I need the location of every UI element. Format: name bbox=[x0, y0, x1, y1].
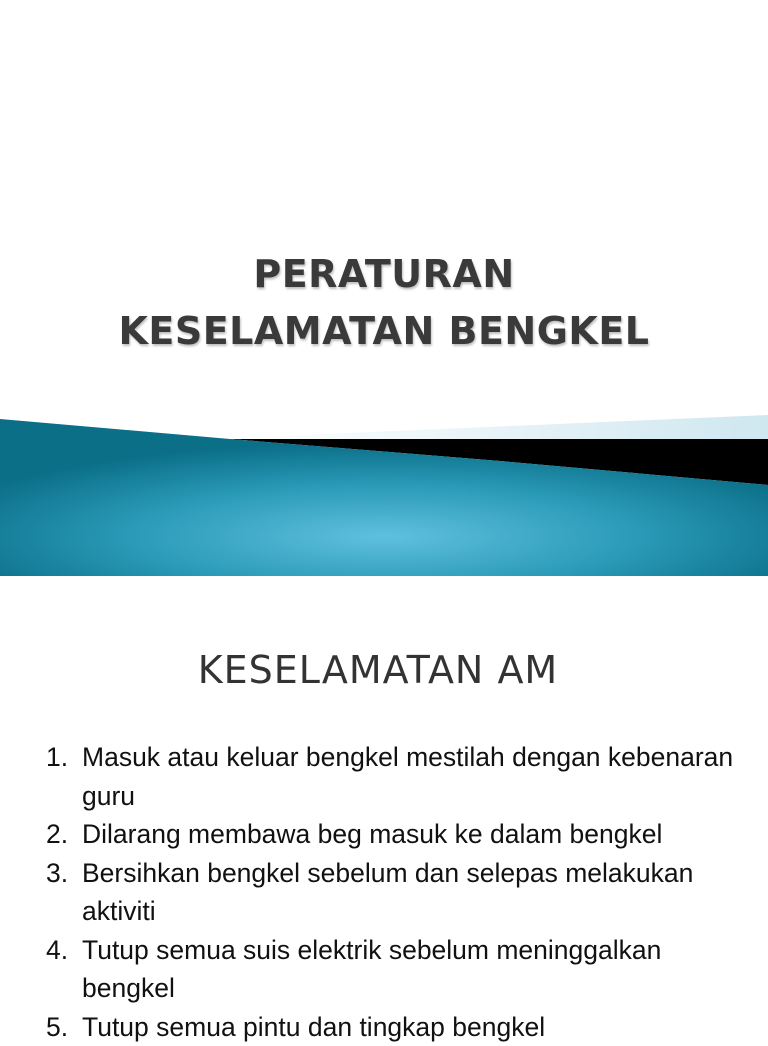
slide-title-line-1: PERATURAN bbox=[0, 246, 768, 303]
list-item bbox=[46, 931, 746, 1008]
slide-title bbox=[0, 246, 768, 360]
list-item bbox=[46, 1008, 746, 1046]
list-item-text: Tutup semua suis elektrik sebelum meninggalkan bengkel bbox=[82, 935, 661, 1004]
decorative-wave-band bbox=[0, 405, 768, 576]
list-item-number: 1. bbox=[46, 738, 68, 777]
slide-title-line-2: KESELAMATAN BENGKEL bbox=[0, 303, 768, 360]
list-item-number: 4. bbox=[46, 931, 68, 970]
list-item-text: Bersihkan bengkel sebelum dan selepas melakukan aktiviti bbox=[82, 858, 693, 927]
wave-pale-sliver bbox=[230, 415, 768, 439]
list-item-number: 2. bbox=[46, 815, 68, 854]
content-slide bbox=[0, 576, 768, 1024]
list-item-text: Tutup semua pintu dan tingkap bengkel bbox=[82, 1012, 545, 1042]
list-item-text: Dilarang membawa beg masuk ke dalam bengkel bbox=[82, 819, 662, 849]
list-item bbox=[46, 854, 746, 931]
list-item-number: 3. bbox=[46, 854, 68, 893]
list-item-text: Masuk atau keluar bengkel mestilah dengan kebenaran guru bbox=[82, 742, 733, 811]
section-heading: KESELAMATAN AM bbox=[0, 646, 756, 694]
list-item bbox=[46, 738, 746, 815]
list-item bbox=[46, 815, 746, 854]
rules-list bbox=[46, 738, 746, 1046]
list-item-number: 5. bbox=[46, 1008, 68, 1046]
